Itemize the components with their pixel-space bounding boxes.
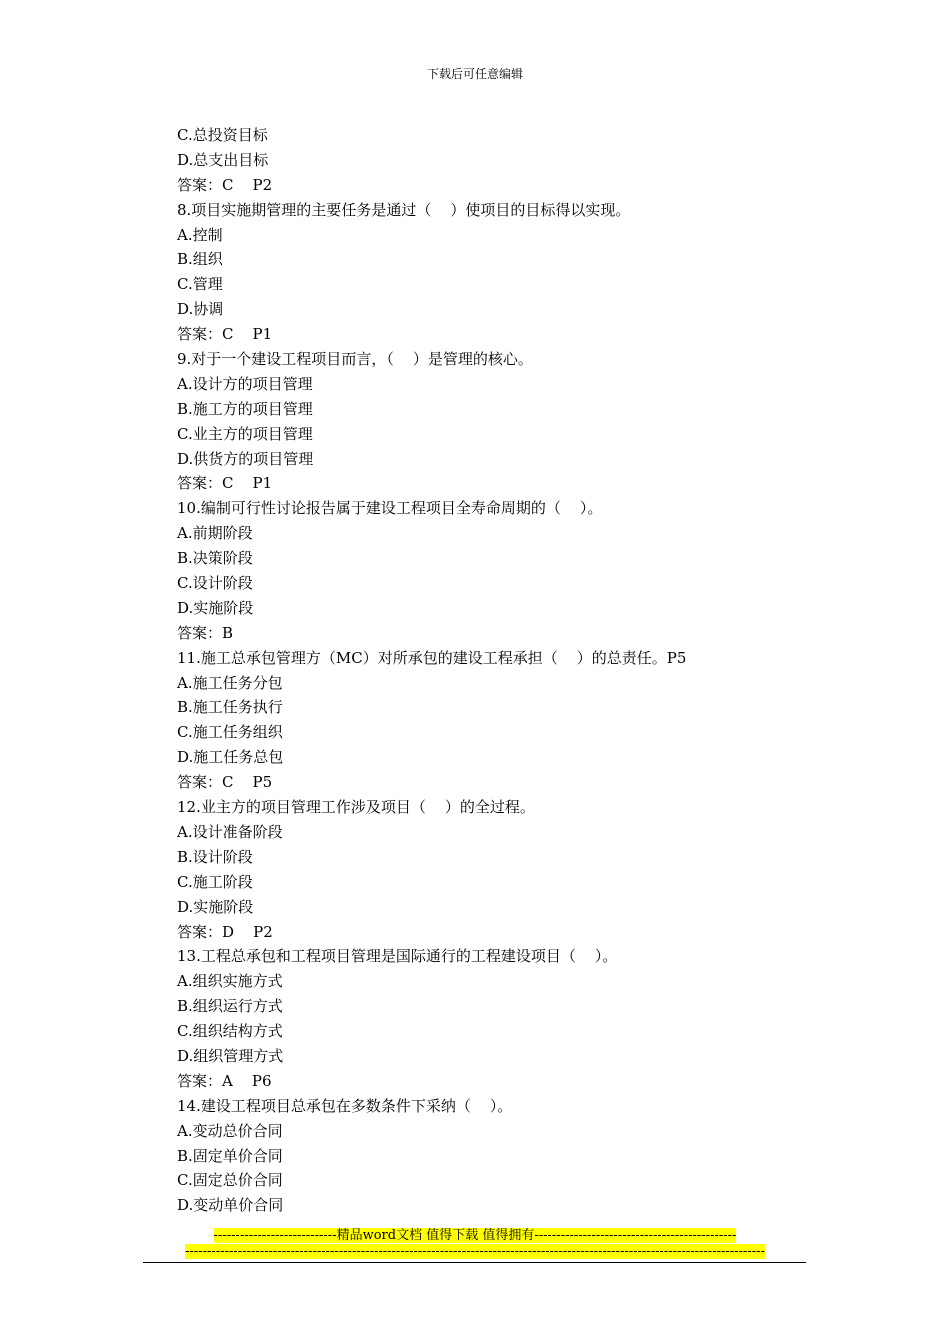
text-line: D.实施阶段: [177, 897, 254, 916]
text-line: B.施工方的项目管理: [177, 399, 313, 418]
text-line: 答案：C P1: [177, 325, 273, 344]
text-line: 11.施工总承包管理方（MC）对所承包的建设工程承担（ ）的总责任。P5: [177, 648, 687, 667]
text-line: 12.业主方的项目管理工作涉及项目（ ）的全过程。: [177, 798, 535, 817]
text-line: 9.对于一个建设工程项目而言，（ ）是管理的核心。: [177, 350, 533, 369]
text-line: C.施工阶段: [177, 872, 253, 891]
text-line: D.组织管理方式: [177, 1046, 284, 1065]
text-line: C.总投资目标: [177, 126, 268, 144]
text-line: A.控制: [177, 225, 223, 244]
text-line: 答案：D P2: [177, 922, 273, 941]
text-line: D.供货方的项目管理: [177, 449, 314, 468]
text-line: A.施工任务分包: [177, 673, 283, 692]
page-header: 下载后可任意编辑: [426, 67, 523, 81]
text-line: 答案：A P6: [177, 1071, 272, 1090]
text-line: C.业主方的项目管理: [177, 424, 313, 443]
text-line: C.施工任务组织: [177, 723, 283, 742]
footer-dashes: ------------------------------------------------------------------------------------------------------------------------------------: [185, 1244, 765, 1259]
text-line: 答案：C P2: [177, 175, 273, 194]
text-line: 答案：B: [177, 623, 234, 642]
text-line: C.设计阶段: [177, 574, 253, 593]
text-line: B.固定单价合同: [177, 1146, 283, 1165]
text-line: C.管理: [177, 275, 223, 294]
page-footer: [0, 1228, 950, 1260]
text-line: C.组织结构方式: [177, 1022, 283, 1041]
text-line: 14.建设工程项目总承包在多数条件下采纳（ ）。: [177, 1096, 513, 1115]
text-line: A.设计方的项目管理: [177, 374, 313, 393]
text-line: D.施工任务总包: [177, 748, 284, 767]
text-line: D.协调: [177, 300, 224, 319]
footer-banner: ----------------------------精品word文档 值得下载 值得拥有----------------------------------------------: [213, 1228, 737, 1243]
text-line: A.设计准备阶段: [177, 822, 283, 841]
text-line: B.决策阶段: [177, 549, 253, 568]
text-line: A.前期阶段: [177, 524, 253, 543]
text-line: B.施工任务执行: [177, 698, 283, 717]
text-line: B.设计阶段: [177, 847, 253, 866]
text-line: 10.编制可行性讨论报告属于建设工程项目全寿命周期的（ ）。: [177, 499, 603, 518]
document-body: [177, 123, 817, 1218]
text-line: A.变动总价合同: [177, 1121, 283, 1140]
text-line: B.组织: [177, 250, 223, 269]
text-line: C.固定总价合同: [177, 1171, 283, 1190]
text-line: 答案：C P1: [177, 474, 273, 493]
text-line: B.组织运行方式: [177, 997, 283, 1016]
footer-rule: [143, 1262, 806, 1263]
text-line: 13.工程总承包和工程项目管理是国际通行的工程建设项目（ ）。: [177, 947, 618, 966]
text-line: D.总支出目标: [177, 150, 269, 169]
text-line: 答案：C P5: [177, 773, 273, 792]
text-line: 8.项目实施期管理的主要任务是通过（ ）使项目的目标得以实现。: [177, 200, 631, 219]
text-line: D.实施阶段: [177, 598, 254, 617]
text-line: D.变动单价合同: [177, 1196, 284, 1215]
text-line: A.组织实施方式: [177, 972, 283, 991]
